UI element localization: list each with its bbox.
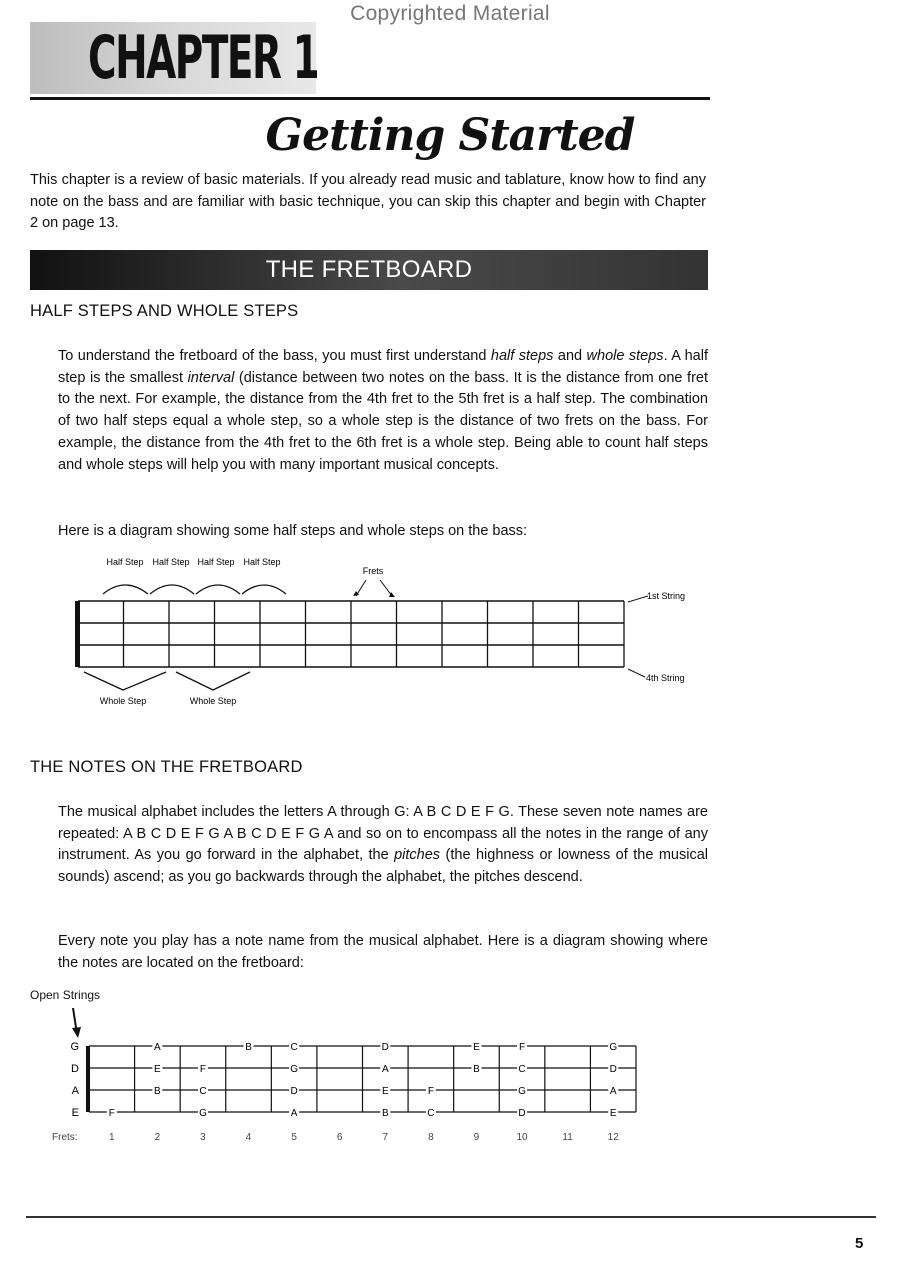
chapter-label: CHAPTER 1 [88,23,319,93]
note-fretboard [52,1040,636,1143]
note-label: F [427,1086,434,1097]
text-run: and [553,348,587,364]
nut [86,1046,90,1112]
fret-number: 2 [154,1132,161,1143]
half-steps-paragraph [58,346,708,476]
header-rule [30,97,710,100]
frets-label: Frets [362,566,384,576]
emphasis-half-steps: half steps [490,348,554,364]
page-number: 5 [855,1235,864,1252]
half-step-arc [150,585,194,594]
half-step-label: Half Step [106,557,144,567]
note-label: B [245,1042,252,1053]
text-run: The musical alphabet includes the letters A through G: A B C D E F G. These seven note names are repeated: A B C D E F G A B C D E F G A and so on to encompass all the notes in the range of any instrument. As you go forward in the alphabet, the [58,804,708,864]
half-step-label: Half Step [152,557,190,567]
whole-step-bracket [84,672,166,690]
text-run: (the highness or lowness of the musical sounds) ascend; as you go backwards through the alphabet, the pitches descend. [58,847,708,886]
nut [75,601,80,667]
whole-step-label: Whole Step [99,696,147,706]
frets-caption: Frets: [52,1132,78,1143]
open-string-g: G [70,1041,79,1053]
note-label: B [473,1064,480,1075]
note-label: E [154,1064,161,1075]
note-label: F [199,1064,207,1075]
whole-step-label: Whole Step [189,696,237,706]
whole-step-bracket [176,672,250,690]
fret-number: 5 [291,1132,297,1143]
half-step-arc [103,585,148,594]
open-strings-label: Open Strings [30,988,101,1002]
half-step-arc [242,585,286,594]
note-label: C [427,1108,435,1119]
half-step-arc [196,585,240,594]
intro-paragraph: This chapter is a review of basic materials. If you already read music and tablature, know how to find any note on the bass and are familiar with basic technique, you can skip this chapter and begin with Chapter 2 on page 13. [30,172,706,232]
note-label: D [290,1086,298,1097]
half-step-label: Half Step [197,557,235,567]
fret-number: 12 [607,1132,619,1143]
first-string-label: 1st String [647,591,686,601]
text-run: . A half step is the smallest [58,348,708,386]
note-label: C [199,1086,207,1097]
note-label: G [609,1042,618,1053]
emphasis-whole-steps: whole steps [586,348,664,364]
note-label: E [473,1042,480,1053]
fret-number: 6 [336,1132,343,1143]
section-title: THE FRETBOARD [265,256,473,283]
text-run: To understand the fretboard of the bass, you must first understand [58,348,491,364]
fourth-string-label: 4th String [646,673,685,683]
text-run: (distance between two notes on the bass. It is the distance from one fret to the next. For example, the distance from the 4th fret to the 5th fret is a half step. The combination of two half steps equal a whole step, so a whole step is the distance of two frets on the bass. For example, the distance from the 4th fret to the 6th fret is a whole step. Being able to count half steps and whole steps will help you with many important musical concepts. [58,369,708,473]
note-label: G [290,1064,299,1075]
musical-alphabet-paragraph [58,802,708,889]
first-string-pointer [628,596,648,602]
open-string-a: A [71,1085,79,1097]
open-string-d: D [71,1063,79,1075]
note-label: D [381,1042,389,1053]
fret-number: 4 [245,1132,252,1143]
frets-pointer [356,580,392,596]
fret-number: 7 [382,1132,389,1143]
half-step-label: Half Step [243,557,281,567]
note-label: G [199,1108,207,1119]
emphasis-interval: interval [187,369,235,386]
watermark: Copyrighted Material [350,2,550,25]
note-label: A [154,1042,161,1053]
emphasis-pitches: pitches [394,847,441,864]
note-label: F [518,1042,526,1053]
half-whole-step-diagram [0,550,900,730]
subheading-half-whole-steps: HALF STEPS AND WHOLE STEPS [30,302,299,320]
fret-number: 1 [109,1132,115,1143]
diagram-intro-paragraph: Here is a diagram showing some half steps and whole steps on the bass: [58,523,528,539]
fretboard-grid [75,601,624,667]
fret-number: 11 [562,1132,573,1143]
note-location-diagram [0,1000,900,1150]
footer-rule [26,1216,876,1218]
note-label: A [609,1086,617,1097]
note-label: E [381,1086,389,1097]
fourth-string-pointer [628,669,645,677]
note-label: A [290,1108,298,1119]
note-label: B [381,1108,389,1119]
note-label: A [381,1064,389,1075]
note-label: B [154,1086,161,1097]
note-label: D [609,1064,617,1075]
note-diagram-intro-paragraph: Every note you play has a note name from the musical alphabet. Here is a diagram showing where the notes are located on the fretboard: [58,933,708,971]
fret-number: 8 [428,1132,434,1143]
note-label: F [108,1108,115,1119]
note-label: D [518,1108,526,1119]
chapter-title: Getting Started [265,110,635,161]
note-label: G [518,1086,526,1097]
open-string-e: E [71,1107,79,1119]
arrow-icon [72,1027,81,1038]
note-label: E [609,1108,617,1119]
subheading-notes-on-fretboard: THE NOTES ON THE FRETBOARD [30,758,303,776]
note-label: C [290,1042,298,1053]
fret-number: 10 [516,1132,528,1143]
fret-number: 3 [200,1132,206,1143]
fret-number: 9 [473,1132,480,1143]
note-label: C [518,1064,526,1075]
